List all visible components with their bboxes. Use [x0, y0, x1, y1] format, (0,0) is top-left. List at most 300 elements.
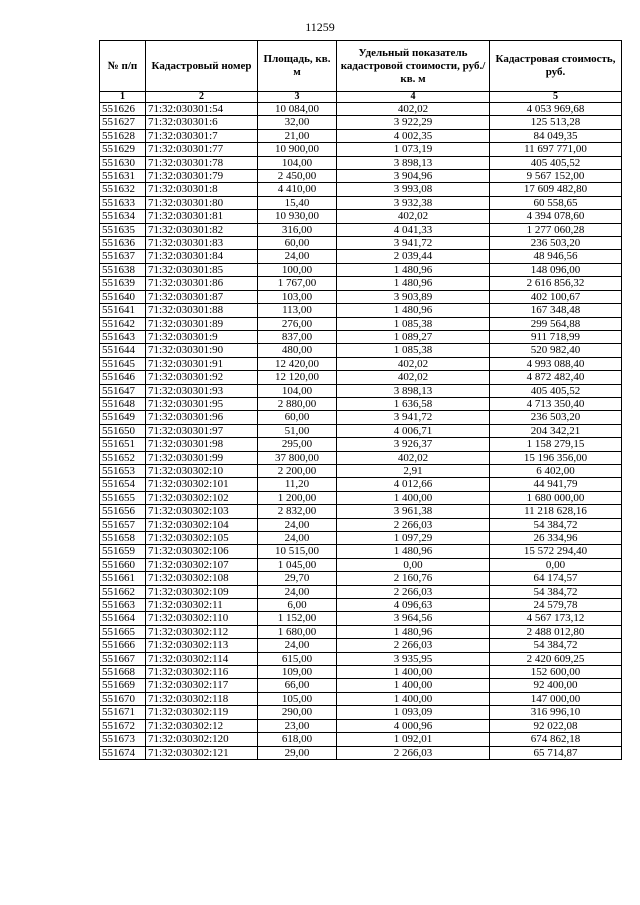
cadastral-number: 71:32:030301:89 [146, 317, 258, 330]
cadastral-value: 92 022,08 [490, 719, 622, 732]
cadastral-number: 71:32:030301:84 [146, 250, 258, 263]
specific-value: 4 006,71 [337, 424, 490, 437]
row-number: 551654 [100, 478, 146, 491]
specific-value: 1 400,00 [337, 692, 490, 705]
cadastral-number: 71:32:030302:110 [146, 612, 258, 625]
specific-value: 402,02 [337, 451, 490, 464]
table-row [100, 304, 622, 317]
area-value: 21,00 [258, 129, 337, 142]
area-value: 104,00 [258, 156, 337, 169]
cadastral-value: 4 394 078,60 [490, 210, 622, 223]
row-number: 551639 [100, 277, 146, 290]
table-row [100, 532, 622, 545]
row-number: 551669 [100, 679, 146, 692]
table-row [100, 746, 622, 759]
row-number: 551672 [100, 719, 146, 732]
row-number: 551626 [100, 103, 146, 116]
cadastral-value: 0,00 [490, 558, 622, 571]
cadastral-number: 71:32:030301:87 [146, 290, 258, 303]
area-value: 29,70 [258, 572, 337, 585]
cadastral-value: 54 384,72 [490, 585, 622, 598]
header-cadastral-value: Кадастровая стоимость, руб. [490, 41, 622, 92]
cadastral-number: 71:32:030302:117 [146, 679, 258, 692]
row-number: 551667 [100, 652, 146, 665]
specific-value: 3 898,13 [337, 384, 490, 397]
cadastral-number: 71:32:030302:10 [146, 464, 258, 477]
table-row [100, 196, 622, 209]
cadastral-number: 71:32:030301:54 [146, 103, 258, 116]
area-value: 104,00 [258, 384, 337, 397]
cadastral-value: 4 713 350,40 [490, 397, 622, 410]
table-row [100, 397, 622, 410]
table-row [100, 317, 622, 330]
area-value: 51,00 [258, 424, 337, 437]
row-number: 551635 [100, 223, 146, 236]
area-value: 10 084,00 [258, 103, 337, 116]
specific-value: 2 160,76 [337, 572, 490, 585]
cadastral-value: 2 616 856,32 [490, 277, 622, 290]
cadastral-number: 71:32:030302:121 [146, 746, 258, 759]
area-value: 1 680,00 [258, 625, 337, 638]
table-row [100, 344, 622, 357]
specific-value: 2,91 [337, 464, 490, 477]
row-number: 551663 [100, 599, 146, 612]
cadastral-value: 299 564,88 [490, 317, 622, 330]
table-row [100, 290, 622, 303]
specific-value: 3 922,29 [337, 116, 490, 129]
table-row [100, 424, 622, 437]
specific-value: 2 266,03 [337, 518, 490, 531]
page-number: 11259 [305, 20, 335, 34]
specific-value: 402,02 [337, 210, 490, 223]
cadastral-value: 1 158 279,15 [490, 438, 622, 451]
table-row [100, 478, 622, 491]
table-row [100, 666, 622, 679]
row-number: 551636 [100, 237, 146, 250]
specific-value: 0,00 [337, 558, 490, 571]
table-row [100, 129, 622, 142]
cadastral-value: 4 567 173,12 [490, 612, 622, 625]
table-row [100, 384, 622, 397]
specific-value: 1 480,96 [337, 263, 490, 276]
area-value: 618,00 [258, 733, 337, 746]
column-number: 2 [146, 92, 258, 103]
specific-value: 1 093,09 [337, 706, 490, 719]
area-value: 4 410,00 [258, 183, 337, 196]
specific-value: 4 000,96 [337, 719, 490, 732]
row-number: 551649 [100, 411, 146, 424]
cadastral-value: 236 503,20 [490, 411, 622, 424]
row-number: 551637 [100, 250, 146, 263]
specific-value: 1 097,29 [337, 532, 490, 545]
table-row [100, 733, 622, 746]
cadastral-value: 9 567 152,00 [490, 170, 622, 183]
row-number: 551642 [100, 317, 146, 330]
cadastral-number: 71:32:030301:92 [146, 371, 258, 384]
area-value: 10 515,00 [258, 545, 337, 558]
specific-value: 1 089,27 [337, 330, 490, 343]
area-value: 295,00 [258, 438, 337, 451]
cadastral-number: 71:32:030301:90 [146, 344, 258, 357]
specific-value: 4 002,35 [337, 129, 490, 142]
cadastral-number: 71:32:030302:11 [146, 599, 258, 612]
row-number: 551660 [100, 558, 146, 571]
cadastral-value: 4 053 969,68 [490, 103, 622, 116]
specific-value: 1 400,00 [337, 666, 490, 679]
specific-value: 1 636,58 [337, 397, 490, 410]
row-number: 551652 [100, 451, 146, 464]
column-number: 4 [337, 92, 490, 103]
cadastral-number: 71:32:030302:105 [146, 532, 258, 545]
cadastral-value: 54 384,72 [490, 518, 622, 531]
row-number: 551645 [100, 357, 146, 370]
area-value: 10 930,00 [258, 210, 337, 223]
specific-value: 4 041,33 [337, 223, 490, 236]
header-area: Площадь, кв. м [258, 41, 337, 92]
cadastral-value: 316 996,10 [490, 706, 622, 719]
specific-value: 2 039,44 [337, 250, 490, 263]
cadastral-number: 71:32:030301:85 [146, 263, 258, 276]
row-number: 551651 [100, 438, 146, 451]
cadastral-number: 71:32:030302:108 [146, 572, 258, 585]
cadastral-value: 2 488 012,80 [490, 625, 622, 638]
row-number: 551658 [100, 532, 146, 545]
cadastral-number: 71:32:030301:81 [146, 210, 258, 223]
cadastral-value: 26 334,96 [490, 532, 622, 545]
cadastral-number: 71:32:030301:78 [146, 156, 258, 169]
cadastral-number: 71:32:030302:113 [146, 639, 258, 652]
area-value: 24,00 [258, 250, 337, 263]
area-value: 12 420,00 [258, 357, 337, 370]
specific-value: 3 935,95 [337, 652, 490, 665]
area-value: 2 832,00 [258, 505, 337, 518]
table-row [100, 464, 622, 477]
area-value: 480,00 [258, 344, 337, 357]
table-row [100, 411, 622, 424]
cadastral-value: 15 196 356,00 [490, 451, 622, 464]
cadastral-number: 71:32:030301:95 [146, 397, 258, 410]
row-number: 551653 [100, 464, 146, 477]
cadastral-number: 71:32:030301:82 [146, 223, 258, 236]
table-row [100, 183, 622, 196]
row-number: 551665 [100, 625, 146, 638]
table-row [100, 491, 622, 504]
table-row [100, 438, 622, 451]
table-row [100, 599, 622, 612]
area-value: 66,00 [258, 679, 337, 692]
table-row [100, 170, 622, 183]
column-number: 3 [258, 92, 337, 103]
cadastral-value: 674 862,18 [490, 733, 622, 746]
area-value: 837,00 [258, 330, 337, 343]
specific-value: 1 480,96 [337, 304, 490, 317]
cadastral-number: 71:32:030301:86 [146, 277, 258, 290]
row-number: 551633 [100, 196, 146, 209]
cadastral-value: 405 405,52 [490, 156, 622, 169]
specific-value: 1 400,00 [337, 491, 490, 504]
cadastral-value: 60 558,65 [490, 196, 622, 209]
cadastral-number: 71:32:030302:107 [146, 558, 258, 571]
cadastral-value: 54 384,72 [490, 639, 622, 652]
cadastral-number: 71:32:030302:101 [146, 478, 258, 491]
cadastral-value: 6 402,00 [490, 464, 622, 477]
table-row [100, 103, 622, 116]
cadastral-value: 2 420 609,25 [490, 652, 622, 665]
header-cadastral-number: Кадастровый номер [146, 41, 258, 92]
row-number: 551657 [100, 518, 146, 531]
header-row-number: № п/п [100, 41, 146, 92]
cadastral-value: 152 600,00 [490, 666, 622, 679]
specific-value: 3 961,38 [337, 505, 490, 518]
area-value: 24,00 [258, 639, 337, 652]
area-value: 6,00 [258, 599, 337, 612]
cadastral-value: 64 174,57 [490, 572, 622, 585]
area-value: 11,20 [258, 478, 337, 491]
specific-value: 402,02 [337, 371, 490, 384]
row-number: 551632 [100, 183, 146, 196]
area-value: 1 152,00 [258, 612, 337, 625]
area-value: 105,00 [258, 692, 337, 705]
specific-value: 3 926,37 [337, 438, 490, 451]
cadastral-value: 911 718,99 [490, 330, 622, 343]
specific-value: 3 941,72 [337, 411, 490, 424]
row-number: 551673 [100, 733, 146, 746]
specific-value: 3 904,96 [337, 170, 490, 183]
cadastral-value: 4 872 482,40 [490, 371, 622, 384]
cadastral-number: 71:32:030301:83 [146, 237, 258, 250]
table-row [100, 237, 622, 250]
cadastral-number: 71:32:030302:102 [146, 491, 258, 504]
cadastral-number: 71:32:030302:104 [146, 518, 258, 531]
cadastral-number: 71:32:030301:88 [146, 304, 258, 317]
row-number: 551643 [100, 330, 146, 343]
area-value: 2 450,00 [258, 170, 337, 183]
area-value: 1 045,00 [258, 558, 337, 571]
table-row [100, 156, 622, 169]
row-number: 551664 [100, 612, 146, 625]
cadastre-table [99, 40, 622, 760]
cadastral-number: 71:32:030302:120 [146, 733, 258, 746]
table-row [100, 585, 622, 598]
table-row [100, 545, 622, 558]
specific-value: 2 266,03 [337, 585, 490, 598]
table-row [100, 250, 622, 263]
area-value: 12 120,00 [258, 371, 337, 384]
cadastral-number: 71:32:030302:119 [146, 706, 258, 719]
row-number: 551627 [100, 116, 146, 129]
cadastral-number: 71:32:030301:99 [146, 451, 258, 464]
area-value: 2 200,00 [258, 464, 337, 477]
cadastral-value: 84 049,35 [490, 129, 622, 142]
specific-value: 4 096,63 [337, 599, 490, 612]
row-number: 551656 [100, 505, 146, 518]
specific-value: 2 266,03 [337, 639, 490, 652]
cadastral-number: 71:32:030301:80 [146, 196, 258, 209]
table-row [100, 116, 622, 129]
table-row [100, 371, 622, 384]
row-number: 551666 [100, 639, 146, 652]
cadastral-value: 17 609 482,80 [490, 183, 622, 196]
cadastral-number: 71:32:030302:106 [146, 545, 258, 558]
cadastral-number: 71:32:030302:12 [146, 719, 258, 732]
cadastral-number: 71:32:030301:9 [146, 330, 258, 343]
specific-value: 1 092,01 [337, 733, 490, 746]
table-row [100, 143, 622, 156]
row-number: 551644 [100, 344, 146, 357]
table-row [100, 330, 622, 343]
table-row [100, 277, 622, 290]
header-row [100, 41, 622, 92]
row-number: 551641 [100, 304, 146, 317]
row-number: 551628 [100, 129, 146, 142]
column-number-row [100, 92, 622, 103]
area-value: 15,40 [258, 196, 337, 209]
cadastral-number: 71:32:030301:98 [146, 438, 258, 451]
cadastral-value: 520 982,40 [490, 344, 622, 357]
specific-value: 3 941,72 [337, 237, 490, 250]
cadastral-value: 125 513,28 [490, 116, 622, 129]
row-number: 551646 [100, 371, 146, 384]
cadastral-number: 71:32:030301:7 [146, 129, 258, 142]
specific-value: 1 480,96 [337, 277, 490, 290]
table-row [100, 223, 622, 236]
table-row [100, 505, 622, 518]
cadastral-value: 1 680 000,00 [490, 491, 622, 504]
cadastral-value: 204 342,21 [490, 424, 622, 437]
table-row [100, 652, 622, 665]
specific-value: 1 480,96 [337, 545, 490, 558]
area-value: 37 800,00 [258, 451, 337, 464]
area-value: 1 200,00 [258, 491, 337, 504]
row-number: 551631 [100, 170, 146, 183]
row-number: 551640 [100, 290, 146, 303]
area-value: 24,00 [258, 532, 337, 545]
specific-value: 3 964,56 [337, 612, 490, 625]
area-value: 24,00 [258, 518, 337, 531]
column-number: 5 [490, 92, 622, 103]
specific-value: 1 085,38 [337, 344, 490, 357]
table-row [100, 706, 622, 719]
cadastral-value: 402 100,67 [490, 290, 622, 303]
area-value: 2 880,00 [258, 397, 337, 410]
cadastral-number: 71:32:030302:116 [146, 666, 258, 679]
cadastral-number: 71:32:030301:77 [146, 143, 258, 156]
area-value: 10 900,00 [258, 143, 337, 156]
area-value: 29,00 [258, 746, 337, 759]
cadastral-value: 147 000,00 [490, 692, 622, 705]
area-value: 113,00 [258, 304, 337, 317]
cadastral-number: 71:32:030302:109 [146, 585, 258, 598]
specific-value: 3 932,38 [337, 196, 490, 209]
cadastral-value: 236 503,20 [490, 237, 622, 250]
row-number: 551638 [100, 263, 146, 276]
table-row [100, 451, 622, 464]
cadastral-value: 405 405,52 [490, 384, 622, 397]
cadastral-value: 92 400,00 [490, 679, 622, 692]
cadastral-value: 44 941,79 [490, 478, 622, 491]
row-number: 551648 [100, 397, 146, 410]
row-number: 551655 [100, 491, 146, 504]
cadastral-number: 71:32:030301:93 [146, 384, 258, 397]
table-row [100, 558, 622, 571]
area-value: 23,00 [258, 719, 337, 732]
cadastral-value: 1 277 060,28 [490, 223, 622, 236]
row-number: 551659 [100, 545, 146, 558]
specific-value: 1 085,38 [337, 317, 490, 330]
table-row [100, 263, 622, 276]
cadastral-value: 11 697 771,00 [490, 143, 622, 156]
area-value: 24,00 [258, 585, 337, 598]
row-number: 551630 [100, 156, 146, 169]
area-value: 60,00 [258, 237, 337, 250]
specific-value: 3 898,13 [337, 156, 490, 169]
table-row [100, 639, 622, 652]
specific-value: 1 400,00 [337, 679, 490, 692]
row-number: 551674 [100, 746, 146, 759]
table-row [100, 679, 622, 692]
area-value: 316,00 [258, 223, 337, 236]
cadastral-number: 71:32:030302:103 [146, 505, 258, 518]
row-number: 551662 [100, 585, 146, 598]
specific-value: 3 903,89 [337, 290, 490, 303]
table-row [100, 625, 622, 638]
cadastral-number: 71:32:030301:79 [146, 170, 258, 183]
table-header [100, 41, 622, 92]
cadastral-value: 48 946,56 [490, 250, 622, 263]
cadastral-number: 71:32:030301:6 [146, 116, 258, 129]
area-value: 290,00 [258, 706, 337, 719]
specific-value: 1 480,96 [337, 625, 490, 638]
cadastral-value: 148 096,00 [490, 263, 622, 276]
table-row [100, 518, 622, 531]
cadastral-value: 24 579,78 [490, 599, 622, 612]
specific-value: 4 012,66 [337, 478, 490, 491]
cadastral-value: 167 348,48 [490, 304, 622, 317]
row-number: 551670 [100, 692, 146, 705]
area-value: 100,00 [258, 263, 337, 276]
area-value: 60,00 [258, 411, 337, 424]
area-value: 1 767,00 [258, 277, 337, 290]
area-value: 103,00 [258, 290, 337, 303]
row-number: 551634 [100, 210, 146, 223]
area-value: 276,00 [258, 317, 337, 330]
cadastral-value: 4 993 088,40 [490, 357, 622, 370]
area-value: 615,00 [258, 652, 337, 665]
area-value: 109,00 [258, 666, 337, 679]
table-row [100, 572, 622, 585]
cadastral-value: 15 572 294,40 [490, 545, 622, 558]
cadastral-value: 65 714,87 [490, 746, 622, 759]
cadastral-number: 71:32:030301:8 [146, 183, 258, 196]
cadastral-number: 71:32:030302:114 [146, 652, 258, 665]
cadastral-number: 71:32:030301:96 [146, 411, 258, 424]
table-row [100, 692, 622, 705]
table-row [100, 612, 622, 625]
row-number: 551661 [100, 572, 146, 585]
row-number: 551647 [100, 384, 146, 397]
table-row [100, 719, 622, 732]
table-row [100, 210, 622, 223]
specific-value: 2 266,03 [337, 746, 490, 759]
column-number: 1 [100, 92, 146, 103]
row-number: 551650 [100, 424, 146, 437]
area-value: 32,00 [258, 116, 337, 129]
cadastral-number: 71:32:030301:91 [146, 357, 258, 370]
cadastral-number: 71:32:030302:118 [146, 692, 258, 705]
header-specific-value: Удельный показатель кадастровой стоимости, руб./кв. м [337, 41, 490, 92]
cadastral-number: 71:32:030301:97 [146, 424, 258, 437]
specific-value: 402,02 [337, 357, 490, 370]
